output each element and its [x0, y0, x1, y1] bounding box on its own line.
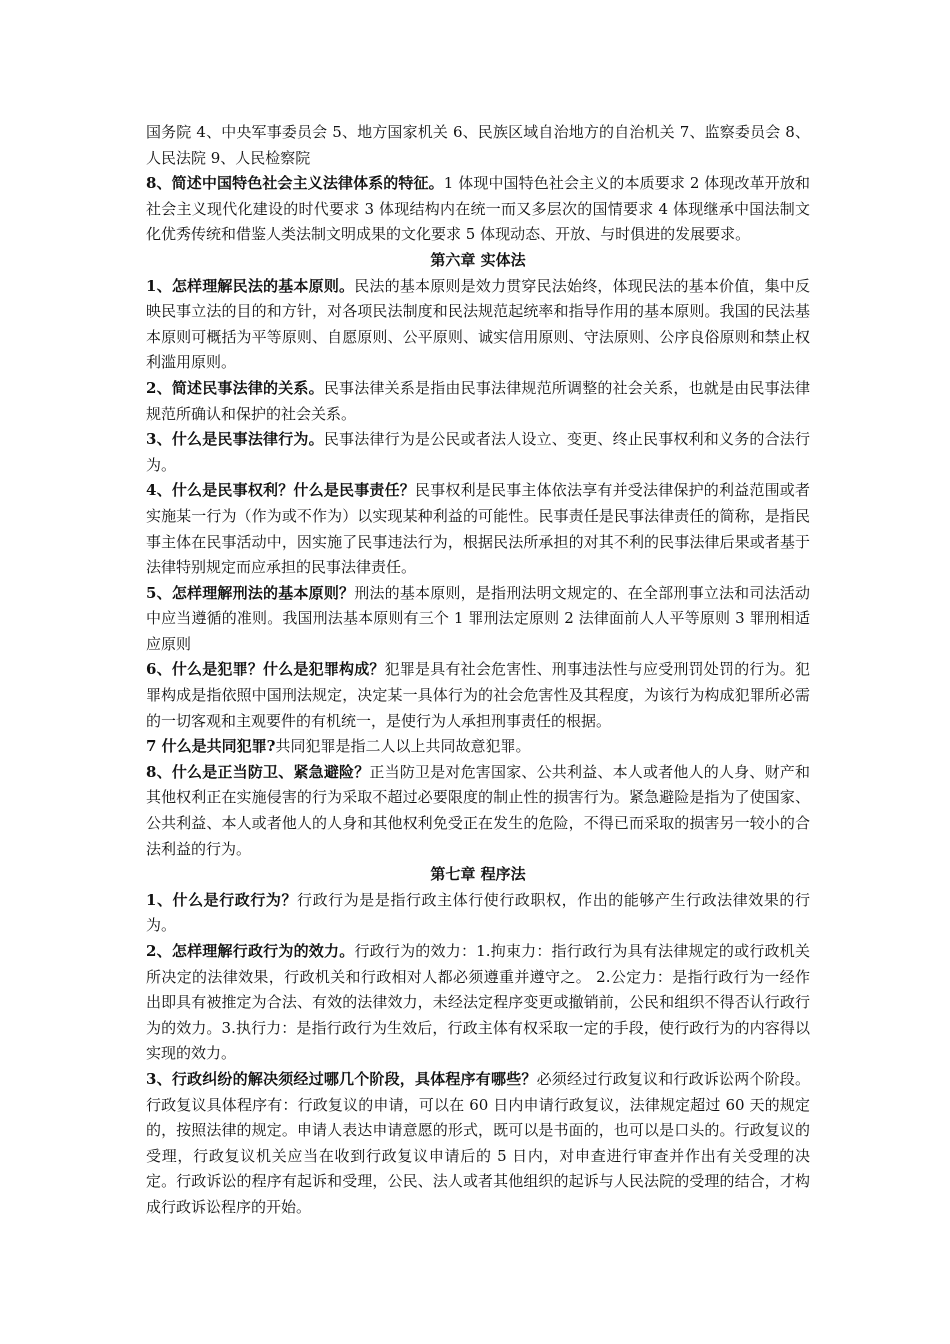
- question-heading: 2、怎样理解行政行为的效力。: [146, 942, 355, 960]
- qa-paragraph: [146, 171, 810, 248]
- question-heading: 1、什么是行政行为？: [146, 890, 298, 909]
- qa-paragraph: [146, 581, 810, 658]
- qa-paragraph: [146, 376, 810, 427]
- chapter-6-title: 第六章 实体法: [430, 250, 526, 269]
- question-heading: 5、怎样理解刑法的基本原则？: [146, 583, 355, 602]
- qa-paragraph: [146, 427, 810, 478]
- answer-text: 民事权利是民事主体依法享有并受法律保护的利益范围或者实施某一行为（作为或不作为）以实现某种利益的可能性。民事责任是民事法律责任的简称，是指民事主体在民事活动中，因实施了民事违法行为，根据民法所承担的对其不利的民事法律后果或者基于法律特别规定而应承担的民事法律责任。: [146, 481, 810, 577]
- qa-paragraph: [146, 1067, 810, 1221]
- answer-text: 共同犯罪是指二人以上共同故意犯罪。: [275, 737, 531, 756]
- intro-paragraph: 国务院 4、中央军事委员会 5、地方国家机关 6、民族区域自治地方的自治机关 7、监察委员会 8、人民法院 9、人民检察院: [146, 123, 810, 167]
- question-heading: 3、行政纠纷的解决须经过哪几个阶段，具体程序有哪些？: [146, 1069, 537, 1088]
- qa-paragraph: [146, 734, 810, 760]
- answer-text: 行政行为的效力：1.拘束力：指行政行为具有法律规定的或行政机关所决定的法律效果，行政机关和行政相对人都必须遵重并遵守之。 2.公定力：是指行政行为一经作出即具有被推定为合法、有效的法律效力，未经法定程序变更或撤销前，公民和组织不得否认行政行为的效力。3.执行力：是指行政行为生效后，行政主体有权采取一定的手段，使行政行为的内容得以实现的效力。: [146, 942, 810, 1063]
- qa-paragraph: [146, 760, 810, 862]
- answer-text: 行政行为是是指行政主体行使行政职权，作出的能够产生行政法律效果的行为。: [146, 890, 810, 935]
- qa-paragraph: [146, 657, 810, 734]
- qa-paragraph: [146, 939, 810, 1067]
- question-heading: 7 什么是共同犯罪?: [146, 737, 276, 756]
- qa-paragraph: [146, 478, 810, 580]
- answer-text: 民事法律行为是公民或者法人设立、变更、终止民事权利和义务的合法行为。: [146, 430, 810, 474]
- answer-text: 正当防卫是对危害国家、公共利益、本人或者他人的人身、财产和其他权利正在实施侵害的行为采取不超过必要限度的制止性的损害行为。紧急避险是指为了使国家、公共利益、本人或者他人的人身和其他权利免受正在发生的危险，不得已而采取的损害另一较小的合法利益的行为。: [146, 762, 810, 858]
- question-heading: 1、怎样理解民法的基本原则。: [146, 276, 355, 295]
- question-heading: 6、什么是犯罪？什么是犯罪构成？: [146, 660, 385, 679]
- qa-paragraph: [146, 274, 810, 376]
- answer-text: 必须经过行政复议和行政诉讼两个阶段。行政复议具体程序有：行政复议的申请，可以在 60 日内申请行政复议，法律规定超过 60 天的规定的，按照法律的规定。申请人表达申请意愿的形式，既可以是书面的，也可以是口头的。行政复议的受理，行政复议机关应当在收到行政复议申请后的 5 日内，对申查进行审查并作出有关受理的决定。行政诉讼的程序有起诉和受理，公民、法人或者其他组织的起诉与人民法院的受理的结合，才构成行政诉讼程序的开始。: [146, 1069, 810, 1216]
- chapter-7-title: 第七章 程序法: [430, 865, 526, 884]
- answer-text: 刑法的基本原则，是指刑法明文规定的、在全部刑事立法和司法活动中应当遵循的准则。我国刑法基本原则有三个 1 罪刑法定原则 2 法律面前人人平等原则 3 罪刑相适应原则: [146, 583, 810, 653]
- document-page: [146, 120, 810, 1221]
- answer-text: 犯罪是具有社会危害性、刑事违法性与应受刑罚处罚的行为。犯罪构成是指依照中国刑法规定，决定某一具体行为的社会危害性及其程度，为该行为构成犯罪所必需的一切客观和主观要件的有机统一，是使行为人承担刑事责任的根据。: [146, 660, 810, 730]
- qa-paragraph: [146, 888, 810, 939]
- question-heading: 4、什么是民事权利？什么是民事责任？: [146, 481, 416, 500]
- question-heading: 8、什么是正当防卫、紧急避险？: [146, 762, 370, 781]
- answer-text: 民法的基本原则是效力贯穿民法始终，体现民法的基本价值，集中反映民事立法的目的和方针，对各项民法制度和民法规范起统率和指导作用的基本原则。我国的民法基本原则可概括为平等原则、自愿原则、公平原则、诚实信用原则、守法原则、公序良俗原则和禁止权利滥用原则。: [146, 276, 810, 372]
- answer-text: 1 体现中国特色社会主义的本质要求 2 体现改革开放和社会主义现代化建设的时代要求 3 体现结构内在统一而又多层次的国情要求 4 体现继承中国法制文化优秀传统和借鉴人类法制文明成果的文化要求 5 体现动态、开放、与时俱进的发展要求。: [146, 174, 810, 244]
- question-heading: 8、简述中国特色社会主义法律体系的特征。: [146, 174, 444, 193]
- question-heading: 3、什么是民事法律行为。: [146, 430, 324, 449]
- question-heading: 2、简述民事法律的关系。: [146, 378, 324, 397]
- answer-text: 民事法律关系是指由民事法律规范所调整的社会关系，也就是由民事法律规范所确认和保护的社会关系。: [146, 378, 810, 423]
